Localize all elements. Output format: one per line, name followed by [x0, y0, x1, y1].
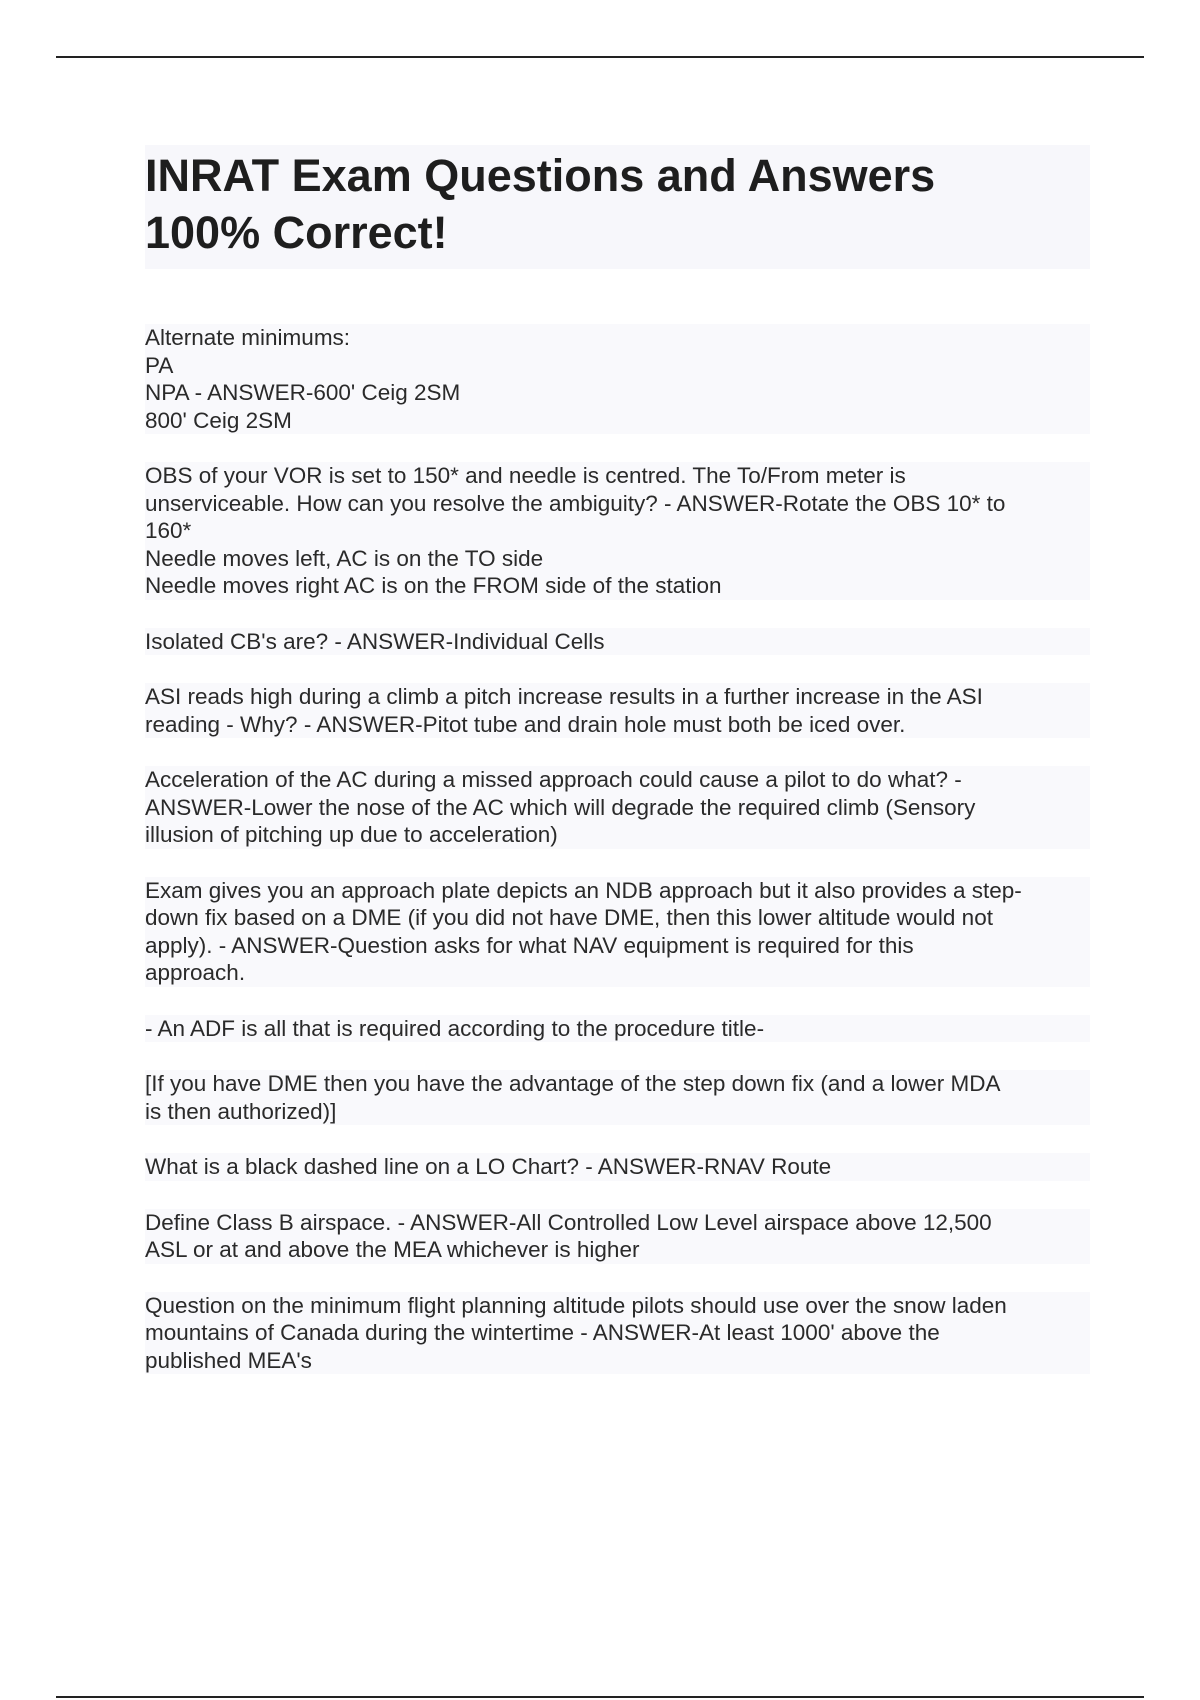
qa-entry-alternate-minimums: Alternate minimums: PA NPA - ANSWER-600' Ceig 2SM 800' Ceig 2SM [145, 324, 1090, 434]
document-body [145, 145, 1090, 1374]
qa-entry-adf-required: - An ADF is all that is required according to the procedure title- [145, 1015, 1090, 1043]
qa-entry-dme-step-down-fix: [If you have DME then you have the advantage of the step down fix (and a lower MDA is then authorized)] [145, 1070, 1090, 1125]
qa-entry-asi-reads-high: ASI reads high during a climb a pitch increase results in a further increase in the ASI reading - Why? - ANSWER-Pitot tube and drain hole must both be iced over. [145, 683, 1090, 738]
qa-entry-minimum-flight-planning-altitude: Question on the minimum flight planning altitude pilots should use over the snow laden mountains of Canada during the wintertime - ANSWER-At least 1000' above the published MEA's [145, 1292, 1090, 1375]
qa-entry-ndb-approach-dme: Exam gives you an approach plate depicts an NDB approach but it also provides a step- down fix based on a DME (if you did not have DME, then this lower altitude would not apply). - ANSWER-Question asks for what NAV equipment is required for this approach. [145, 877, 1090, 987]
title-block [145, 145, 1090, 269]
top-divider [56, 56, 1144, 58]
bottom-divider [56, 1696, 1144, 1698]
qa-entry-vor-obs-ambiguity: OBS of your VOR is set to 150* and needle is centred. The To/From meter is unserviceable. How can you resolve the ambiguity? - ANSWER-Rotate the OBS 10* to 160* Needle moves left, AC is on the TO side Needle moves right AC is on the FROM side of the station [145, 462, 1090, 600]
qa-entry-missed-approach-acceleration: Acceleration of the AC during a missed approach could cause a pilot to do what? - ANSWER-Lower the nose of the AC which will degrade the required climb (Sensory illusion of pitching up due to acceleration) [145, 766, 1090, 849]
qa-entry-isolated-cb: Isolated CB's are? - ANSWER-Individual Cells [145, 628, 1090, 656]
document-title: INRAT Exam Questions and Answers 100% Correct! [145, 150, 936, 258]
qa-entry-class-b-airspace: Define Class B airspace. - ANSWER-All Controlled Low Level airspace above 12,500 ASL or at and above the MEA whichever is higher [145, 1209, 1090, 1264]
qa-entry-black-dashed-line: What is a black dashed line on a LO Chart? - ANSWER-RNAV Route [145, 1153, 1090, 1181]
